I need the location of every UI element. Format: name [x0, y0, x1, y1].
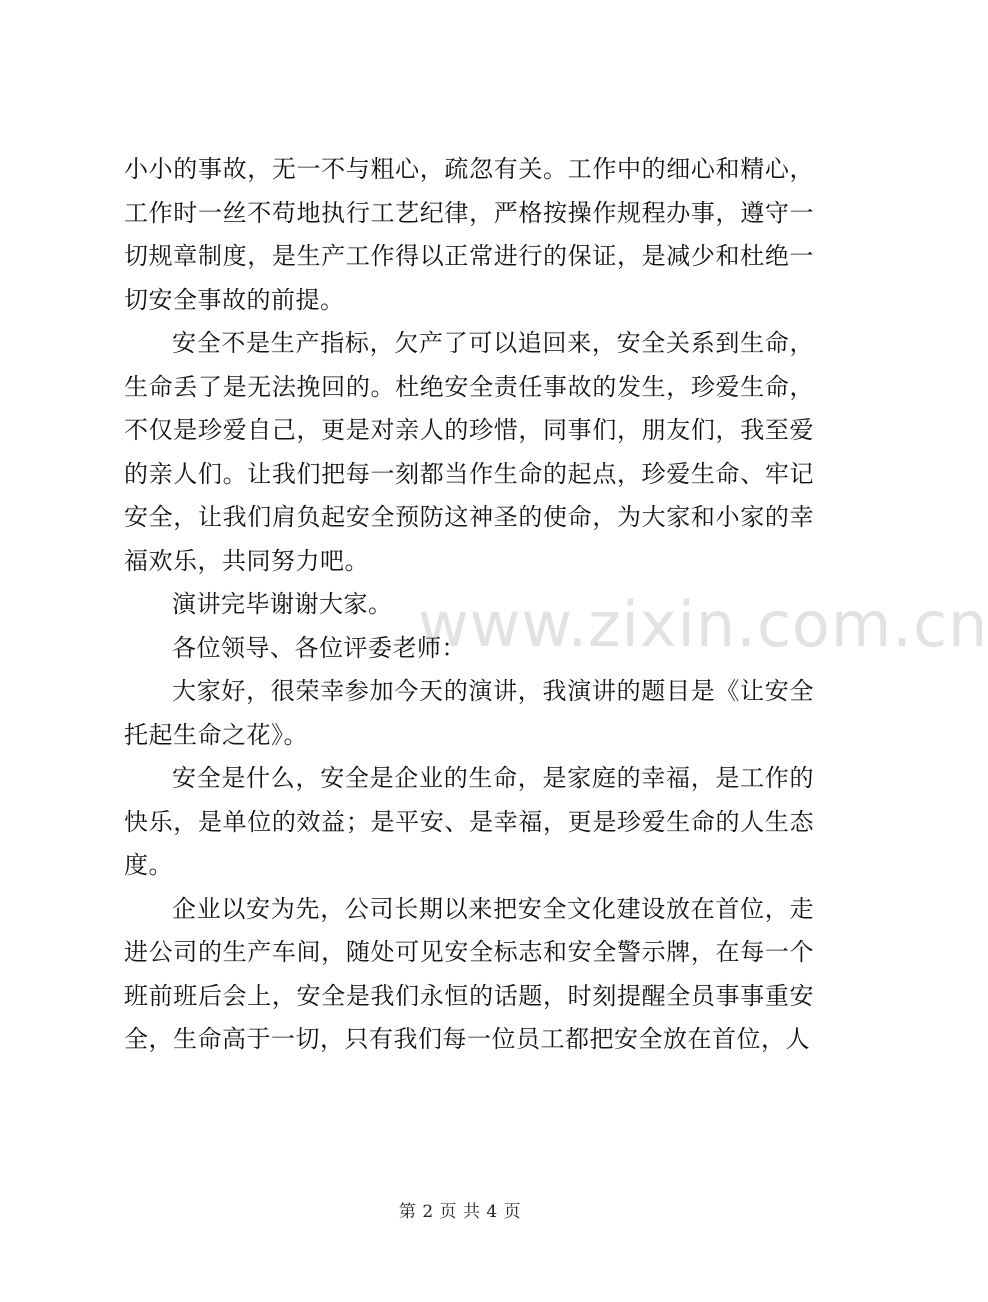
paragraph-7: 企业以安为先，公司长期以来把安全文化建设放在首位，走进公司的生产车间，随处可见安全标志和安全警示牌，在每一个班前班后会上，安全是我们永恒的话题，时刻提醒全员事事重安全，生命高于一切，只有我们每一位员工都把安全放在首位，人 [124, 894, 814, 1053]
paragraph-5: 大家好，很荣幸参加今天的演讲，我演讲的题目是《让安全托起生命之花》。 [124, 677, 814, 749]
paragraph-3: 演讲完毕谢谢大家。 [172, 590, 393, 618]
page-footer: 第 2 页 共 4 页 [398, 1202, 522, 1222]
paragraph-6: 安全是什么，安全是企业的生命，是家庭的幸福，是工作的快乐，是单位的效益；是平安、是幸福，更是珍爱生命的人生态度。 [124, 764, 814, 879]
document-body [124, 148, 814, 1062]
watermark-text: www.zixin.com.cn [418, 588, 988, 661]
paragraph-2: 安全不是生产指标，欠产了可以追回来，安全关系到生命，生命丢了是无法挽回的。杜绝安全责任事故的发生，珍爱生命，不仅是珍爱自己，更是对亲人的珍惜，同事们，朋友们，我至爱的亲人们。让我们把每一刻都当作生命的起点，珍爱生命、牢记安全，让我们肩负起安全预防这神圣的使命，为大家和小家的幸福欢乐，共同努力吧。 [124, 329, 814, 575]
paragraph-1: 小小的事故，无一不与粗心，疏忽有关。工作中的细心和精心，工作时一丝不苟地执行工艺纪律，严格按操作规程办事，遵守一切规章制度，是生产工作得以正常进行的保证，是减少和杜绝一切安全事故的前提。 [124, 155, 814, 314]
paragraph-4: 各位领导、各位评委老师： [172, 633, 466, 662]
